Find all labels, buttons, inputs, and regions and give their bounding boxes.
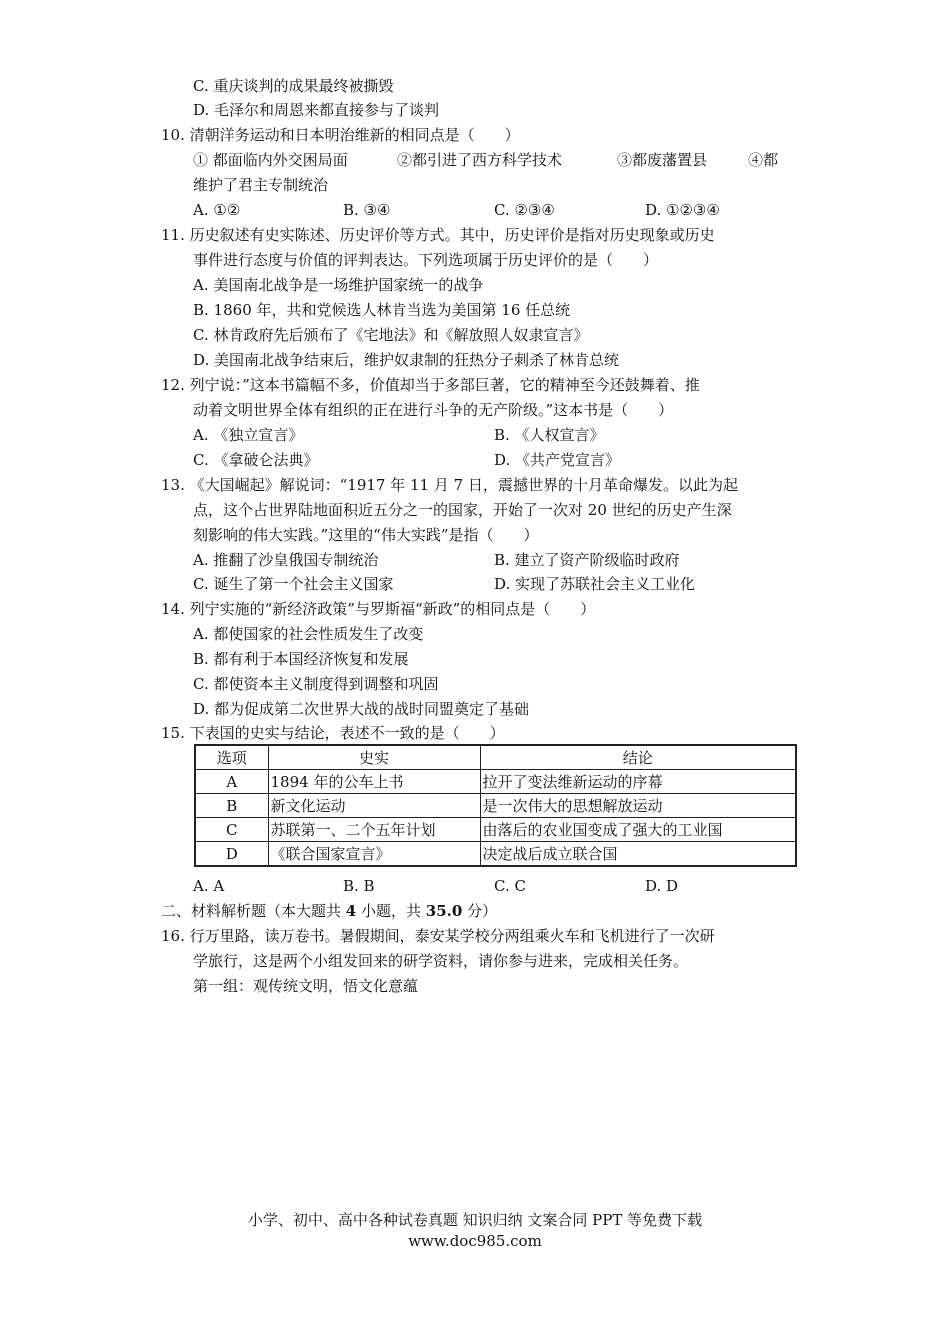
q13-stem-cont-2: 刻影响的伟大实践。”这里的“伟大实践”是指（ ） [193,526,539,544]
table-cell-conclusion: 由落后的农业国变成了强大的工业国 [480,818,796,842]
q16-stem-cont: 学旅行，这是两个小组发回来的研学资料，请你参与进来，完成相关任务。 [193,952,689,970]
table-cell-option: A [195,770,268,794]
q10-item-1: ① 都面临内外交困局面 [193,151,348,169]
q10-item-3: ③都废藩置县 [617,151,708,169]
table-cell-conclusion: 是一次伟大的思想解放运动 [480,794,796,818]
q10-option-b: B. ③④ [343,201,391,219]
q10-stem: 10. 清朝洋务运动和日本明治维新的相同点是（ ） [161,126,520,144]
history-table [194,744,797,867]
table-cell-conclusion: 拉开了变法维新运动的序幕 [480,770,796,794]
q13-stem: 13. 《大国崛起》解说词：“1917 年 11 月 7 日，震撼世界的十月革命爆发。以此为起 [161,476,738,494]
q10-item-4: ④都 [748,151,779,169]
table-cell-fact: 1894 年的公车上书 [268,770,480,794]
q12-option-d: D. 《共产党宣言》 [494,451,621,469]
q12-option-a: A. 《独立宣言》 [193,426,304,444]
q11-option-b: B. 1860 年，共和党候选人林肯当选为美国第 16 任总统 [193,301,571,319]
table-cell-fact: 苏联第一、二个五年计划 [268,818,480,842]
table-cell-option: D [195,842,268,867]
table-cell-option: B [195,794,268,818]
q11-stem: 11. 历史叙述有史实陈述、历史评价等方式。其中，历史评价是指对历史现象或历史 [161,226,715,244]
table-cell-fact: 新文化运动 [268,794,480,818]
section-2-question-count: 4 [345,902,357,920]
q12-stem-cont: 动着文明世界全体有组织的正在进行斗争的无产阶级。”这本书是（ ） [193,401,674,419]
table-row [195,842,796,867]
q10-item-2: ②都引进了西方科学技术 [397,151,563,169]
q16-group-1-title: 第一组：观传统文明，悟文化意蕴 [193,977,419,995]
q13-option-b: B. 建立了资产阶级临时政府 [494,551,680,569]
table-cell-fact: 《联合国家宣言》 [268,842,480,867]
q14-stem: 14. 列宁实施的“新经济政策”与罗斯福“新政”的相同点是（ ） [161,600,596,618]
q10-item-4-cont: 维护了君主专制统治 [193,176,329,194]
q11-stem-cont: 事件进行态度与价值的评判表达。下列选项属于历史评价的是（ ） [193,251,659,269]
table-row [195,818,796,842]
q10-option-c: C. ②③④ [494,201,555,219]
q14-option-a: A. 都使国家的社会性质发生了改变 [193,625,424,643]
q11-option-a: A. 美国南北战争是一场维护国家统一的战争 [193,276,484,294]
table-row [195,794,796,818]
table-cell-option: C [195,818,268,842]
q14-option-c: C. 都使资本主义制度得到调整和巩固 [193,675,439,693]
table-row [195,770,796,794]
q9-option-d: D. 毛泽尔和周恩来都直接参与了谈判 [193,101,440,119]
q10-option-d: D. ①②③④ [645,201,720,219]
q15-stem: 15. 下表国的史实与结论，表述不一致的是（ ） [161,724,505,742]
table-header-row [195,745,796,770]
q13-option-d: D. 实现了苏联社会主义工业化 [494,575,696,593]
q12-option-b: B. 《人权宣言》 [494,426,605,444]
q13-option-a: A. 推翻了沙皇俄国专制统治 [193,551,379,569]
q10-option-a: A. ①② [193,201,241,219]
q12-stem: 12. 列宁说：”这本书篇幅不多，价值却当于多部巨著，它的精神至今还鼓舞着、推 [161,376,700,394]
footer-website: www.doc985.com [408,1232,542,1250]
q9-option-c: C. 重庆谈判的成果最终被撕毁 [193,77,394,95]
q11-option-c: C. 林肯政府先后颁布了《宅地法》和《解放照人奴隶宣言》 [193,326,589,344]
section-2-heading [161,901,497,921]
section-2-heading-text: 二、材料解析题（本大题共 [161,902,346,920]
table-header: 选项 [195,745,268,770]
table-header: 史实 [268,745,480,770]
q15-option-a: A. A [193,877,225,895]
section-2-heading-text: 分） [462,902,498,920]
q13-option-c: C. 诞生了第一个社会主义国家 [193,575,394,593]
section-2-heading-text: 小题，共 [356,902,426,920]
q12-option-c: C. 《拿破仑法典》 [193,451,319,469]
q15-option-b: B. B [343,877,375,895]
q11-option-d: D. 美国南北战争结束后，维护奴隶制的狂热分子刺杀了林肯总统 [193,351,620,369]
q15-option-d: D. D [645,877,679,895]
q14-option-b: B. 都有利于本国经济恢复和发展 [193,650,409,668]
section-2-total-score: 35.0 [425,902,463,920]
q15-option-c: C. C [494,877,526,895]
q13-stem-cont-1: 点，这个占世界陆地面积近五分之一的国家，开始了一次对 20 世纪的历史产生深 [193,501,732,519]
footer-tagline: 小学、初中、高中各种试卷真题 知识归纳 文案合同 PPT 等免费下载 [247,1211,703,1229]
q14-option-d: D. 都为促成第二次世界大战的战时同盟奠定了基础 [193,700,530,718]
table-header: 结论 [480,745,796,770]
table-cell-conclusion: 决定战后成立联合国 [480,842,796,867]
q16-stem: 16. 行万里路，读万卷书。暑假期间，泰安某学校分两组乘火车和飞机进行了一次研 [161,927,715,945]
